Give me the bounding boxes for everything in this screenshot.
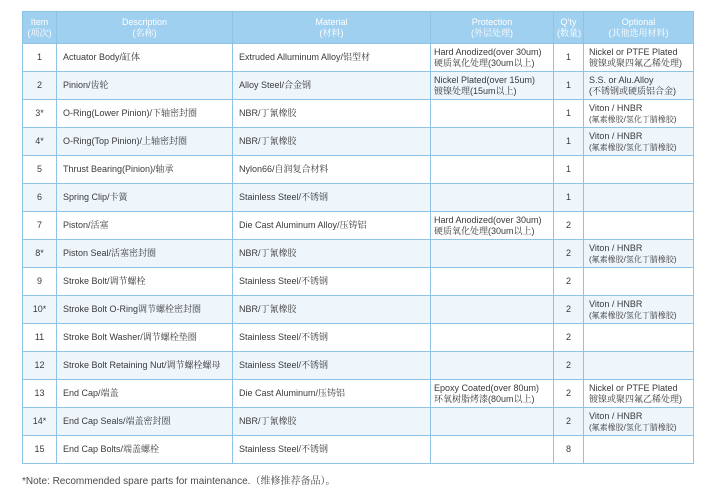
item-number: 10*: [32, 304, 47, 314]
description-text: Stroke Bolt O-Ring调节螺栓密封圈: [63, 304, 202, 314]
item-number: 4*: [35, 136, 44, 146]
optional-line: 镀镍或聚四氟乙稀处理): [589, 57, 682, 68]
cell-description: [57, 212, 233, 240]
cell-protection: [431, 240, 554, 268]
qty-value: 2: [565, 416, 571, 426]
item-number: 8*: [35, 248, 44, 258]
table-row: [23, 156, 694, 184]
header-protection-en: Protection: [471, 16, 513, 27]
cell-protection: [431, 128, 554, 156]
cell-optional: [584, 128, 694, 156]
qty-value: 2: [565, 220, 571, 230]
cell-qty: [554, 352, 584, 380]
cell-protection: [431, 324, 554, 352]
material-text: Alloy Steel/合金钢: [239, 80, 312, 90]
protection-line: 镀镍处理(15um以上): [434, 85, 517, 96]
cell-optional: [584, 212, 694, 240]
cell-material: [233, 324, 431, 352]
cell-material: [233, 380, 431, 408]
cell-material: [233, 44, 431, 72]
cell-material: [233, 268, 431, 296]
optional-line: (氟素橡胶/氢化丁腈橡胶): [589, 142, 677, 152]
cell-description: [57, 72, 233, 100]
item-number: 9: [36, 276, 42, 286]
cell-optional: [584, 184, 694, 212]
cell-description: [57, 296, 233, 324]
description-text: O-Ring(Lower Pinion)/下轴密封圈: [63, 108, 198, 118]
material-text: Die Cast Aluminum/压铸铝: [239, 388, 346, 398]
cell-material: [233, 100, 431, 128]
cell-optional: [584, 324, 694, 352]
table-row: [23, 380, 694, 408]
cell-item: [23, 100, 57, 128]
qty-value: 1: [565, 192, 571, 202]
table-row: [23, 352, 694, 380]
cell-optional: [584, 380, 694, 408]
cell-material: [233, 240, 431, 268]
cell-material: [233, 408, 431, 436]
qty-value: 1: [565, 108, 571, 118]
cell-protection: [431, 44, 554, 72]
material-text: Stainless Steel/不锈钢: [239, 444, 329, 454]
protection-line: 硬质氧化处理(30um以上): [434, 225, 535, 236]
item-number: 14*: [32, 416, 47, 426]
table-row: [23, 72, 694, 100]
table-row: [23, 268, 694, 296]
material-text: Stainless Steel/不锈钢: [239, 332, 329, 342]
optional-line: (氟素橡胶/氢化丁腈橡胶): [589, 422, 677, 432]
optional-line: 镀镍或聚四氟乙稀处理): [589, 393, 682, 404]
cell-item: [23, 436, 57, 464]
header-item: [23, 12, 57, 44]
material-text: NBR/丁氰橡胶: [239, 136, 297, 146]
header-optional: [584, 12, 694, 44]
description-text: Actuator Body/缸体: [63, 52, 141, 62]
cell-qty: [554, 436, 584, 464]
item-number: 12: [34, 360, 45, 370]
qty-value: 8: [565, 444, 571, 454]
item-number: 2: [36, 80, 42, 90]
table-row: [23, 436, 694, 464]
cell-qty: [554, 408, 584, 436]
table-row: [23, 128, 694, 156]
cell-qty: [554, 156, 584, 184]
cell-qty: [554, 240, 584, 268]
material-text: NBR/丁氰橡胶: [239, 248, 297, 258]
header-description-cn: (名称): [132, 27, 157, 38]
cell-description: [57, 380, 233, 408]
qty-value: 2: [565, 360, 571, 370]
cell-optional: [584, 240, 694, 268]
optional-line: Viton / HNBR: [589, 242, 643, 253]
cell-item: [23, 240, 57, 268]
cell-description: [57, 436, 233, 464]
material-text: NBR/丁氰橡胶: [239, 416, 297, 426]
optional-line: (不锈钢或硬质铝合金): [589, 85, 676, 96]
protection-line: Hard Anodized(over 30um): [434, 46, 542, 57]
cell-protection: [431, 296, 554, 324]
optional-line: Viton / HNBR: [589, 410, 643, 421]
cell-item: [23, 380, 57, 408]
cell-protection: [431, 268, 554, 296]
cell-material: [233, 156, 431, 184]
cell-item: [23, 324, 57, 352]
table-row: [23, 44, 694, 72]
table-row: [23, 184, 694, 212]
cell-qty: [554, 128, 584, 156]
header-optional-en: Optional: [621, 16, 656, 27]
material-text: Extruded Alluminum Alloy/铝型材: [239, 52, 371, 62]
optional-line: (氟素橡胶/氢化丁腈橡胶): [589, 310, 677, 320]
cell-optional: [584, 352, 694, 380]
table-row: [23, 324, 694, 352]
cell-optional: [584, 408, 694, 436]
item-number: 3*: [35, 108, 44, 118]
cell-description: [57, 100, 233, 128]
cell-optional: [584, 296, 694, 324]
optional-line: Viton / HNBR: [589, 130, 643, 141]
description-text: End Cap Seals/端盖密封圈: [63, 416, 171, 426]
cell-description: [57, 268, 233, 296]
table-header: [23, 12, 694, 44]
cell-description: [57, 44, 233, 72]
description-text: End Cap/端盖: [63, 388, 119, 398]
optional-line: Viton / HNBR: [589, 102, 643, 113]
cell-item: [23, 212, 57, 240]
cell-qty: [554, 184, 584, 212]
cell-item: [23, 72, 57, 100]
description-text: Piston Seal/活塞密封圈: [63, 248, 157, 258]
cell-protection: [431, 436, 554, 464]
parts-table: [22, 11, 694, 464]
cell-optional: [584, 72, 694, 100]
header-optional-cn: (其他选用材料): [608, 27, 669, 38]
cell-item: [23, 44, 57, 72]
description-text: Stroke Bolt Retaining Nut/调节螺栓螺母: [63, 360, 221, 370]
cell-description: [57, 324, 233, 352]
optional-line: (氟素橡胶/氢化丁腈橡胶): [589, 114, 677, 124]
table-row: [23, 296, 694, 324]
item-number: 11: [34, 332, 45, 342]
table-row: [23, 100, 694, 128]
cell-material: [233, 72, 431, 100]
cell-description: [57, 128, 233, 156]
cell-qty: [554, 380, 584, 408]
optional-line: Viton / HNBR: [589, 298, 643, 309]
protection-line: 环氧树脂烤漆(80um以上): [434, 393, 535, 404]
item-number: 7: [36, 220, 42, 230]
item-number: 5: [36, 164, 42, 174]
qty-value: 2: [565, 388, 571, 398]
optional-line: Nickel or PTFE Plated: [589, 382, 678, 393]
header-protection-cn: (外层处理): [471, 27, 513, 38]
item-number: 1: [36, 52, 42, 62]
table-row: [23, 240, 694, 268]
material-text: Stainless Steel/不锈钢: [239, 360, 329, 370]
cell-optional: [584, 156, 694, 184]
cell-material: [233, 128, 431, 156]
cell-protection: [431, 100, 554, 128]
cell-qty: [554, 268, 584, 296]
table-row: [23, 212, 694, 240]
item-number: 15: [34, 444, 45, 454]
cell-item: [23, 352, 57, 380]
header-qty: [554, 12, 584, 44]
cell-protection: [431, 408, 554, 436]
header-qty-cn: (数量): [557, 27, 581, 38]
header-item-en: Item: [30, 16, 49, 27]
cell-description: [57, 240, 233, 268]
description-text: Thrust Bearing(Pinion)/轴承: [63, 164, 174, 174]
optional-line: S.S. or Alu.Alloy: [589, 74, 654, 85]
cell-protection: [431, 380, 554, 408]
cell-protection: [431, 184, 554, 212]
cell-item: [23, 156, 57, 184]
description-text: Spring Clip/卡簧: [63, 192, 128, 202]
protection-line: 硬质氧化处理(30um以上): [434, 57, 535, 68]
cell-protection: [431, 352, 554, 380]
qty-value: 1: [565, 80, 571, 90]
description-text: Piston/活塞: [63, 220, 109, 230]
cell-qty: [554, 212, 584, 240]
item-number: 13: [34, 388, 45, 398]
cell-optional: [584, 436, 694, 464]
protection-line: Nickel Plated(over 15um): [434, 74, 536, 85]
description-text: Stroke Bolt/调节螺栓: [63, 276, 146, 286]
table-row: [23, 408, 694, 436]
protection-line: Epoxy Coated(over 80um): [434, 382, 540, 393]
qty-value: 1: [565, 164, 571, 174]
cell-optional: [584, 100, 694, 128]
cell-material: [233, 212, 431, 240]
cell-material: [233, 296, 431, 324]
qty-value: 2: [565, 304, 571, 314]
material-text: Stainless Steel/不锈钢: [239, 276, 329, 286]
item-number: 6: [36, 192, 42, 202]
description-text: Pinion/齿轮: [63, 80, 109, 90]
cell-qty: [554, 324, 584, 352]
cell-material: [233, 184, 431, 212]
material-text: Die Cast Aluminum Alloy/压铸铝: [239, 220, 367, 230]
footnote: *Note: Recommended spare parts for maintenance.（维修推荐备品）。: [22, 476, 336, 487]
header-qty-en: Q’ty: [560, 16, 577, 27]
cell-item: [23, 296, 57, 324]
cell-optional: [584, 44, 694, 72]
material-text: NBR/丁氰橡胶: [239, 108, 297, 118]
cell-qty: [554, 296, 584, 324]
cell-item: [23, 408, 57, 436]
header-material-cn: (材料): [319, 27, 344, 38]
header-row: [23, 12, 694, 44]
cell-item: [23, 184, 57, 212]
cell-material: [233, 436, 431, 464]
header-material: [233, 12, 431, 44]
cell-description: [57, 156, 233, 184]
cell-description: [57, 408, 233, 436]
cell-item: [23, 128, 57, 156]
cell-qty: [554, 100, 584, 128]
cell-qty: [554, 44, 584, 72]
cell-description: [57, 352, 233, 380]
description-text: End Cap Bolts/端盖螺栓: [63, 444, 160, 454]
cell-protection: [431, 156, 554, 184]
cell-material: [233, 352, 431, 380]
header-description-en: Description: [121, 16, 168, 27]
qty-value: 2: [565, 332, 571, 342]
description-text: O-Ring(Top Pinion)/上轴密封圈: [63, 136, 188, 146]
qty-value: 2: [565, 248, 571, 258]
cell-description: [57, 184, 233, 212]
qty-value: 1: [565, 136, 571, 146]
header-material-en: Material: [315, 16, 348, 27]
optional-line: (氟素橡胶/氢化丁腈橡胶): [589, 254, 677, 264]
table-body: [23, 44, 694, 464]
protection-line: Hard Anodized(over 30um): [434, 214, 542, 225]
cell-item: [23, 268, 57, 296]
cell-protection: [431, 212, 554, 240]
optional-line: Nickel or PTFE Plated: [589, 46, 678, 57]
header-description: [57, 12, 233, 44]
header-item-cn: (项次): [27, 27, 52, 38]
description-text: Stroke Bolt Washer/调节螺栓垫圈: [63, 332, 197, 342]
cell-qty: [554, 72, 584, 100]
material-text: Stainless Steel/不锈钢: [239, 192, 329, 202]
qty-value: 1: [565, 52, 571, 62]
qty-value: 2: [565, 276, 571, 286]
header-protection: [431, 12, 554, 44]
material-text: Nylon66/自润复合材料: [239, 164, 329, 174]
material-text: NBR/丁氰橡胶: [239, 304, 297, 314]
cell-protection: [431, 72, 554, 100]
cell-optional: [584, 268, 694, 296]
